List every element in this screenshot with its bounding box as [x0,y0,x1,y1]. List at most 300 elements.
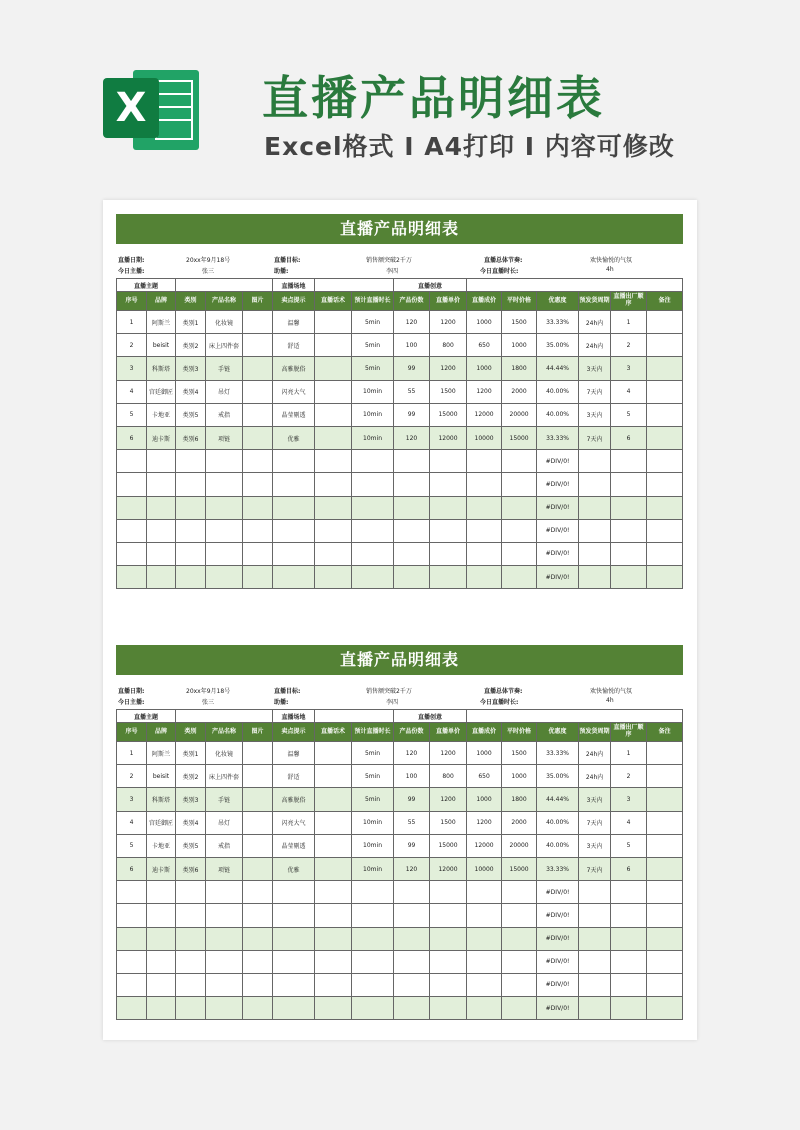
cell-cost-price[interactable]: 10000 [467,426,502,449]
cell-category[interactable]: 类别4 [176,380,206,403]
cell-live-price[interactable] [430,519,467,542]
cell-image[interactable] [243,834,273,857]
idea-value[interactable] [467,279,683,292]
cell-image[interactable] [243,403,273,426]
cell-script[interactable] [315,496,352,519]
cell-selling-point[interactable]: 优雅 [273,426,315,449]
cell-ship-period[interactable] [579,927,611,950]
cell-cost-price[interactable]: 1000 [467,742,502,765]
cell-live-price[interactable]: 1500 [430,380,467,403]
cell-selling-point[interactable] [273,473,315,496]
cell-selling-point[interactable] [273,927,315,950]
cell-index[interactable] [117,997,147,1020]
cell-live-price[interactable]: 1200 [430,357,467,380]
cell-regular-price[interactable] [502,450,537,473]
cell-order[interactable] [611,950,647,973]
cell-regular-price[interactable]: 1000 [502,334,537,357]
cell-script[interactable] [315,403,352,426]
idea-value[interactable] [467,710,683,723]
cell-discount[interactable]: #DIV/0! [537,904,579,927]
cell-script[interactable] [315,765,352,788]
cell-cost-price[interactable]: 12000 [467,403,502,426]
cell-discount[interactable]: #DIV/0! [537,881,579,904]
cell-discount[interactable]: 33.33% [537,311,579,334]
cell-order[interactable] [611,566,647,589]
cell-remark[interactable] [647,857,683,880]
cell-category[interactable] [176,997,206,1020]
cell-remark[interactable] [647,380,683,403]
cell-image[interactable] [243,811,273,834]
cell-live-price[interactable]: 15000 [430,834,467,857]
cell-duration[interactable]: 10min [352,403,394,426]
cell-ship-period[interactable]: 7天内 [579,380,611,403]
cell-selling-point[interactable]: 优雅 [273,857,315,880]
cell-regular-price[interactable]: 15000 [502,426,537,449]
cell-regular-price[interactable]: 2000 [502,811,537,834]
cell-index[interactable] [117,904,147,927]
cell-ship-period[interactable] [579,542,611,565]
cell-category[interactable]: 类别6 [176,426,206,449]
cell-script[interactable] [315,450,352,473]
cell-discount[interactable]: #DIV/0! [537,473,579,496]
cell-selling-point[interactable]: 温馨 [273,311,315,334]
cell-remark[interactable] [647,496,683,519]
cell-ship-period[interactable] [579,881,611,904]
cell-cost-price[interactable] [467,473,502,496]
theme-value[interactable] [176,279,273,292]
cell-duration[interactable]: 5min [352,334,394,357]
cell-duration[interactable] [352,450,394,473]
cell-regular-price[interactable] [502,997,537,1020]
cell-duration[interactable]: 10min [352,380,394,403]
cell-discount[interactable]: 33.33% [537,742,579,765]
cell-ship-period[interactable]: 3天内 [579,788,611,811]
cell-live-price[interactable]: 12000 [430,857,467,880]
cell-brand[interactable] [147,997,176,1020]
cell-ship-period[interactable]: 3天内 [579,357,611,380]
cell-selling-point[interactable]: 温馨 [273,742,315,765]
cell-brand[interactable] [147,542,176,565]
cell-order[interactable] [611,496,647,519]
cell-discount[interactable]: 44.44% [537,357,579,380]
cell-quantity[interactable]: 120 [394,857,430,880]
cell-image[interactable] [243,473,273,496]
cell-remark[interactable] [647,742,683,765]
cell-brand[interactable]: 宫廷御匠 [147,380,176,403]
cell-live-price[interactable]: 1200 [430,742,467,765]
cell-live-price[interactable]: 12000 [430,426,467,449]
cell-product-name[interactable]: 项链 [206,857,243,880]
cell-regular-price[interactable]: 1000 [502,765,537,788]
cell-index[interactable]: 3 [117,357,147,380]
cell-brand[interactable] [147,973,176,996]
cell-category[interactable]: 类别1 [176,742,206,765]
cell-regular-price[interactable] [502,542,537,565]
cell-index[interactable]: 6 [117,857,147,880]
cell-order[interactable] [611,997,647,1020]
cell-cost-price[interactable] [467,927,502,950]
cell-index[interactable] [117,542,147,565]
cell-selling-point[interactable] [273,973,315,996]
cell-category[interactable] [176,519,206,542]
cell-category[interactable] [176,881,206,904]
cell-brand[interactable]: 卡地亚 [147,403,176,426]
cell-discount[interactable]: #DIV/0! [537,519,579,542]
cell-category[interactable]: 类别4 [176,811,206,834]
cell-remark[interactable] [647,927,683,950]
cell-index[interactable] [117,973,147,996]
cell-cost-price[interactable]: 1000 [467,311,502,334]
cell-live-price[interactable] [430,927,467,950]
cell-remark[interactable] [647,765,683,788]
cell-brand[interactable]: beisit [147,334,176,357]
cell-order[interactable] [611,473,647,496]
cell-regular-price[interactable] [502,973,537,996]
cell-category[interactable] [176,927,206,950]
cell-image[interactable] [243,496,273,519]
cell-quantity[interactable] [394,566,430,589]
cell-quantity[interactable]: 100 [394,334,430,357]
cell-order[interactable]: 6 [611,857,647,880]
cell-cost-price[interactable] [467,519,502,542]
cell-ship-period[interactable]: 3天内 [579,834,611,857]
cell-brand[interactable]: beisit [147,765,176,788]
cell-quantity[interactable] [394,519,430,542]
cell-regular-price[interactable]: 1500 [502,311,537,334]
cell-product-name[interactable]: 手链 [206,357,243,380]
cell-regular-price[interactable] [502,881,537,904]
cell-product-name[interactable] [206,881,243,904]
cell-remark[interactable] [647,357,683,380]
cell-quantity[interactable] [394,950,430,973]
cell-script[interactable] [315,357,352,380]
cell-quantity[interactable] [394,997,430,1020]
cell-script[interactable] [315,857,352,880]
cell-duration[interactable]: 10min [352,857,394,880]
cell-brand[interactable] [147,927,176,950]
cell-product-name[interactable]: 化妆镜 [206,311,243,334]
cell-script[interactable] [315,881,352,904]
cell-image[interactable] [243,927,273,950]
cell-cost-price[interactable] [467,542,502,565]
cell-image[interactable] [243,357,273,380]
cell-category[interactable]: 类别2 [176,765,206,788]
cell-category[interactable] [176,542,206,565]
cell-duration[interactable] [352,496,394,519]
cell-product-name[interactable]: 吊灯 [206,811,243,834]
cell-ship-period[interactable] [579,904,611,927]
cell-index[interactable]: 1 [117,311,147,334]
cell-discount[interactable]: #DIV/0! [537,973,579,996]
cell-discount[interactable]: 40.00% [537,380,579,403]
cell-order[interactable] [611,450,647,473]
cell-image[interactable] [243,881,273,904]
cell-duration[interactable] [352,927,394,950]
cell-script[interactable] [315,742,352,765]
cell-product-name[interactable] [206,496,243,519]
cell-index[interactable]: 4 [117,811,147,834]
cell-quantity[interactable] [394,927,430,950]
cell-selling-point[interactable] [273,566,315,589]
cell-index[interactable] [117,450,147,473]
cell-discount[interactable]: 33.33% [537,426,579,449]
cell-quantity[interactable]: 55 [394,380,430,403]
cell-cost-price[interactable] [467,973,502,996]
cell-live-price[interactable]: 15000 [430,403,467,426]
cell-selling-point[interactable] [273,496,315,519]
cell-index[interactable]: 1 [117,742,147,765]
cell-image[interactable] [243,426,273,449]
cell-selling-point[interactable]: 舒适 [273,765,315,788]
cell-product-name[interactable] [206,566,243,589]
cell-duration[interactable]: 5min [352,765,394,788]
cell-regular-price[interactable] [502,473,537,496]
cell-category[interactable] [176,450,206,473]
cell-product-name[interactable]: 戒指 [206,403,243,426]
cell-discount[interactable]: 35.00% [537,765,579,788]
cell-image[interactable] [243,765,273,788]
cell-quantity[interactable] [394,973,430,996]
cell-category[interactable]: 类别1 [176,311,206,334]
cell-ship-period[interactable] [579,519,611,542]
cell-image[interactable] [243,311,273,334]
cell-brand[interactable] [147,473,176,496]
cell-quantity[interactable]: 100 [394,765,430,788]
cell-product-name[interactable]: 戒指 [206,834,243,857]
cell-index[interactable]: 6 [117,426,147,449]
cell-index[interactable] [117,473,147,496]
cell-regular-price[interactable] [502,496,537,519]
cell-regular-price[interactable]: 1500 [502,742,537,765]
cell-index[interactable]: 2 [117,765,147,788]
cell-remark[interactable] [647,473,683,496]
cell-image[interactable] [243,566,273,589]
cell-duration[interactable] [352,881,394,904]
cell-order[interactable]: 5 [611,403,647,426]
cell-cost-price[interactable]: 1000 [467,788,502,811]
cell-image[interactable] [243,542,273,565]
cell-quantity[interactable] [394,881,430,904]
cell-index[interactable] [117,496,147,519]
cell-live-price[interactable]: 1200 [430,311,467,334]
cell-remark[interactable] [647,950,683,973]
cell-regular-price[interactable]: 20000 [502,834,537,857]
cell-cost-price[interactable] [467,881,502,904]
cell-discount[interactable]: #DIV/0! [537,566,579,589]
cell-product-name[interactable]: 化妆镜 [206,742,243,765]
cell-duration[interactable]: 5min [352,742,394,765]
cell-category[interactable] [176,973,206,996]
cell-order[interactable]: 3 [611,788,647,811]
cell-selling-point[interactable]: 高雅脱俗 [273,357,315,380]
cell-selling-point[interactable]: 高雅脱俗 [273,788,315,811]
cell-category[interactable]: 类别3 [176,788,206,811]
cell-image[interactable] [243,904,273,927]
cell-selling-point[interactable]: 晶莹剔透 [273,403,315,426]
cell-script[interactable] [315,473,352,496]
cell-cost-price[interactable] [467,496,502,519]
cell-script[interactable] [315,334,352,357]
cell-index[interactable]: 3 [117,788,147,811]
cell-remark[interactable] [647,881,683,904]
cell-selling-point[interactable]: 闪亮大气 [273,811,315,834]
cell-category[interactable] [176,904,206,927]
cell-ship-period[interactable]: 24h内 [579,765,611,788]
cell-ship-period[interactable] [579,973,611,996]
cell-ship-period[interactable]: 3天内 [579,403,611,426]
cell-remark[interactable] [647,311,683,334]
cell-product-name[interactable]: 项链 [206,426,243,449]
cell-selling-point[interactable] [273,450,315,473]
cell-discount[interactable]: #DIV/0! [537,927,579,950]
cell-product-name[interactable] [206,519,243,542]
cell-category[interactable]: 类别3 [176,357,206,380]
cell-live-price[interactable] [430,973,467,996]
cell-selling-point[interactable] [273,881,315,904]
cell-ship-period[interactable] [579,950,611,973]
cell-brand[interactable] [147,450,176,473]
cell-order[interactable]: 2 [611,765,647,788]
cell-live-price[interactable]: 800 [430,334,467,357]
cell-duration[interactable] [352,904,394,927]
cell-order[interactable] [611,519,647,542]
cell-remark[interactable] [647,973,683,996]
cell-remark[interactable] [647,566,683,589]
cell-product-name[interactable] [206,973,243,996]
cell-script[interactable] [315,904,352,927]
cell-script[interactable] [315,380,352,403]
cell-ship-period[interactable]: 24h内 [579,334,611,357]
cell-cost-price[interactable]: 650 [467,765,502,788]
cell-live-price[interactable] [430,496,467,519]
cell-image[interactable] [243,450,273,473]
cell-quantity[interactable] [394,450,430,473]
cell-live-price[interactable]: 800 [430,765,467,788]
cell-brand[interactable] [147,904,176,927]
cell-order[interactable] [611,904,647,927]
cell-cost-price[interactable]: 1000 [467,357,502,380]
cell-category[interactable]: 类别2 [176,334,206,357]
cell-ship-period[interactable] [579,496,611,519]
cell-index[interactable] [117,927,147,950]
cell-product-name[interactable] [206,542,243,565]
cell-brand[interactable]: 阿斯兰 [147,311,176,334]
cell-ship-period[interactable]: 24h内 [579,742,611,765]
cell-live-price[interactable] [430,881,467,904]
cell-order[interactable]: 2 [611,334,647,357]
cell-script[interactable] [315,311,352,334]
cell-quantity[interactable]: 120 [394,426,430,449]
cell-product-name[interactable]: 吊灯 [206,380,243,403]
cell-product-name[interactable]: 手链 [206,788,243,811]
cell-quantity[interactable] [394,542,430,565]
cell-image[interactable] [243,973,273,996]
cell-cost-price[interactable]: 650 [467,334,502,357]
cell-quantity[interactable]: 99 [394,834,430,857]
cell-discount[interactable]: 44.44% [537,788,579,811]
cell-live-price[interactable] [430,473,467,496]
cell-selling-point[interactable] [273,997,315,1020]
cell-order[interactable]: 4 [611,811,647,834]
cell-ship-period[interactable]: 7天内 [579,811,611,834]
cell-order[interactable] [611,542,647,565]
cell-duration[interactable]: 5min [352,788,394,811]
cell-brand[interactable]: 科斯塔 [147,357,176,380]
cell-brand[interactable]: 科斯塔 [147,788,176,811]
cell-image[interactable] [243,857,273,880]
cell-discount[interactable]: 35.00% [537,334,579,357]
cell-remark[interactable] [647,811,683,834]
cell-script[interactable] [315,973,352,996]
cell-brand[interactable] [147,566,176,589]
cell-quantity[interactable]: 55 [394,811,430,834]
cell-index[interactable]: 5 [117,834,147,857]
cell-index[interactable] [117,566,147,589]
cell-remark[interactable] [647,450,683,473]
cell-category[interactable] [176,496,206,519]
cell-ship-period[interactable]: 24h内 [579,311,611,334]
cell-order[interactable] [611,881,647,904]
cell-cost-price[interactable]: 12000 [467,834,502,857]
cell-remark[interactable] [647,904,683,927]
cell-script[interactable] [315,927,352,950]
cell-script[interactable] [315,566,352,589]
cell-discount[interactable]: 40.00% [537,834,579,857]
cell-script[interactable] [315,426,352,449]
cell-script[interactable] [315,788,352,811]
cell-cost-price[interactable] [467,566,502,589]
cell-regular-price[interactable]: 2000 [502,380,537,403]
cell-image[interactable] [243,997,273,1020]
cell-cost-price[interactable]: 1200 [467,811,502,834]
cell-category[interactable]: 类别6 [176,857,206,880]
cell-regular-price[interactable] [502,927,537,950]
cell-discount[interactable]: #DIV/0! [537,450,579,473]
cell-regular-price[interactable] [502,950,537,973]
cell-order[interactable] [611,973,647,996]
venue-value[interactable] [315,710,394,723]
cell-order[interactable]: 3 [611,357,647,380]
cell-index[interactable] [117,950,147,973]
cell-remark[interactable] [647,788,683,811]
cell-ship-period[interactable]: 7天内 [579,426,611,449]
cell-cost-price[interactable]: 1200 [467,380,502,403]
cell-index[interactable]: 4 [117,380,147,403]
cell-order[interactable]: 1 [611,311,647,334]
cell-duration[interactable]: 5min [352,311,394,334]
cell-quantity[interactable]: 99 [394,403,430,426]
cell-quantity[interactable] [394,473,430,496]
cell-discount[interactable]: #DIV/0! [537,950,579,973]
cell-brand[interactable] [147,950,176,973]
cell-discount[interactable]: 40.00% [537,403,579,426]
cell-order[interactable] [611,927,647,950]
cell-remark[interactable] [647,997,683,1020]
cell-product-name[interactable] [206,904,243,927]
cell-live-price[interactable]: 1200 [430,788,467,811]
cell-product-name[interactable] [206,997,243,1020]
cell-index[interactable] [117,881,147,904]
cell-discount[interactable]: #DIV/0! [537,542,579,565]
cell-live-price[interactable] [430,450,467,473]
cell-product-name[interactable] [206,950,243,973]
cell-selling-point[interactable]: 舒适 [273,334,315,357]
cell-category[interactable]: 类别5 [176,834,206,857]
cell-cost-price[interactable]: 10000 [467,857,502,880]
cell-order[interactable]: 6 [611,426,647,449]
cell-duration[interactable] [352,566,394,589]
cell-duration[interactable]: 10min [352,811,394,834]
